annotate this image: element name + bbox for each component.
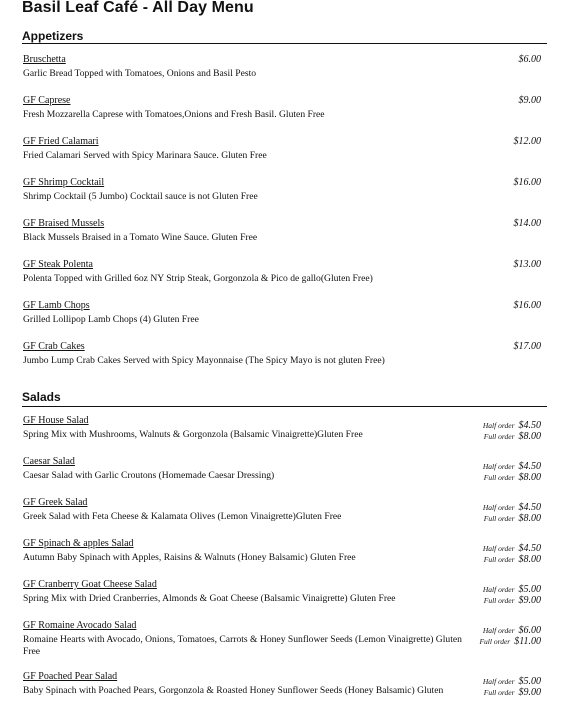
menu-item bbox=[0, 579, 565, 615]
full-order-price: Full order $8.00 bbox=[483, 513, 541, 524]
appetizers-divider bbox=[22, 43, 547, 44]
item-description: Polenta Topped with Grilled 6oz NY Strip Steak, Gorgonzola & Pico de gallo(Gluten Free) bbox=[23, 273, 373, 284]
item-name: GF Cranberry Goat Cheese Salad bbox=[23, 579, 157, 590]
item-price: $6.00 bbox=[518, 54, 541, 65]
item-name: GF Crab Cakes bbox=[23, 341, 85, 352]
item-name: GF Poached Pear Salad bbox=[23, 671, 118, 682]
menu-title: Basil Leaf Café - All Day Menu bbox=[22, 0, 254, 16]
menu-item bbox=[0, 671, 565, 707]
item-price: $9.00 bbox=[518, 95, 541, 106]
full-order-price: Full order $9.00 bbox=[483, 687, 541, 698]
item-description: Spring Mix with Dried Cranberries, Almonds & Goat Cheese (Balsamic Vinaigrette) Gluten Free bbox=[23, 593, 396, 604]
item-description: Fried Calamari Served with Spicy Marinara Sauce. Gluten Free bbox=[23, 150, 267, 161]
item-description: Fresh Mozzarella Caprese with Tomatoes,Onions and Fresh Basil. Gluten Free bbox=[23, 109, 325, 120]
item-description: Greek Salad with Feta Cheese & Kalamata Olives (Lemon Vinaigrette)Gluten Free bbox=[23, 511, 342, 522]
full-order-price: Full order $9.00 bbox=[483, 595, 541, 606]
half-order-price: Half order $5.00 bbox=[482, 676, 541, 687]
menu-item bbox=[0, 300, 565, 336]
full-order-price: Full order $8.00 bbox=[483, 554, 541, 565]
menu-item bbox=[0, 95, 565, 131]
item-description: Garlic Bread Topped with Tomatoes, Onions and Basil Pesto bbox=[23, 68, 257, 79]
item-name: GF Greek Salad bbox=[23, 497, 88, 508]
item-description: Jumbo Lump Crab Cakes Served with Spicy Mayonnaise (The Spicy Mayo is not gluten Free) bbox=[23, 355, 385, 366]
item-name: GF Shrimp Cocktail bbox=[23, 177, 105, 188]
item-price: $16.00 bbox=[513, 177, 541, 188]
full-order-price: Full order $8.00 bbox=[483, 431, 541, 442]
menu-item bbox=[0, 136, 565, 172]
menu-item bbox=[0, 415, 565, 451]
item-name: Caesar Salad bbox=[23, 456, 75, 467]
item-price: $14.00 bbox=[513, 218, 541, 229]
menu-item bbox=[0, 620, 565, 656]
item-price: $12.00 bbox=[513, 136, 541, 147]
full-order-price: Full order $11.00 bbox=[479, 636, 541, 647]
half-order-price: Half order $6.00 bbox=[482, 625, 541, 636]
item-name: GF Steak Polenta bbox=[23, 259, 93, 270]
half-order-price: Half order $5.00 bbox=[482, 584, 541, 595]
item-description: Romaine Hearts with Avocado, Onions, Tomatoes, Carrots & Honey Sunflower Seeds (Lemon Vinaigrette) Gluten Free bbox=[23, 634, 462, 657]
item-price: $13.00 bbox=[513, 259, 541, 270]
item-price: $16.00 bbox=[513, 300, 541, 311]
item-name: GF Spinach & apples Salad bbox=[23, 538, 134, 549]
item-name: GF Romaine Avocado Salad bbox=[23, 620, 137, 631]
menu-item bbox=[0, 497, 565, 533]
full-order-price: Full order $8.00 bbox=[483, 472, 541, 483]
menu-item bbox=[0, 538, 565, 574]
item-name: GF House Salad bbox=[23, 415, 89, 426]
item-description: Autumn Baby Spinach with Apples, Raisins & Walnuts (Honey Balsamic) Gluten Free bbox=[23, 552, 356, 563]
salads-divider bbox=[22, 406, 547, 407]
appetizers-heading: Appetizers bbox=[22, 29, 84, 43]
item-name: GF Lamb Chops bbox=[23, 300, 90, 311]
menu-item bbox=[0, 218, 565, 254]
menu-item bbox=[0, 54, 565, 90]
item-name: Bruschetta bbox=[23, 54, 66, 65]
item-description: Black Mussels Braised in a Tomato Wine Sauce. Gluten Free bbox=[23, 232, 258, 243]
menu-item bbox=[0, 177, 565, 213]
item-description: Caesar Salad with Garlic Croutons (Homemade Caesar Dressing) bbox=[23, 470, 275, 481]
menu-item bbox=[0, 456, 565, 492]
item-description: Baby Spinach with Poached Pears, Gorgonzola & Roasted Honey Sunflower Seeds (Honey Balsamic) Gluten bbox=[23, 685, 444, 696]
item-name: GF Braised Mussels bbox=[23, 218, 105, 229]
item-price: $17.00 bbox=[513, 341, 541, 352]
item-description: Shrimp Cocktail (5 Jumbo) Cocktail sauce is not Gluten Free bbox=[23, 191, 258, 202]
half-order-price: Half order $4.50 bbox=[482, 502, 541, 513]
item-name: GF Fried Calamari bbox=[23, 136, 99, 147]
menu-item bbox=[0, 259, 565, 295]
item-description: Grilled Lollipop Lamb Chops (4) Gluten Free bbox=[23, 314, 199, 325]
salads-heading: Salads bbox=[22, 390, 61, 404]
menu-item bbox=[0, 341, 565, 377]
half-order-price: Half order $4.50 bbox=[482, 543, 541, 554]
half-order-price: Half order $4.50 bbox=[482, 461, 541, 472]
half-order-price: Half order $4.50 bbox=[482, 420, 541, 431]
item-description: Spring Mix with Mushrooms, Walnuts & Gorgonzola (Balsamic Vinaigrette)Gluten Free bbox=[23, 429, 363, 440]
item-name: GF Caprese bbox=[23, 95, 71, 106]
